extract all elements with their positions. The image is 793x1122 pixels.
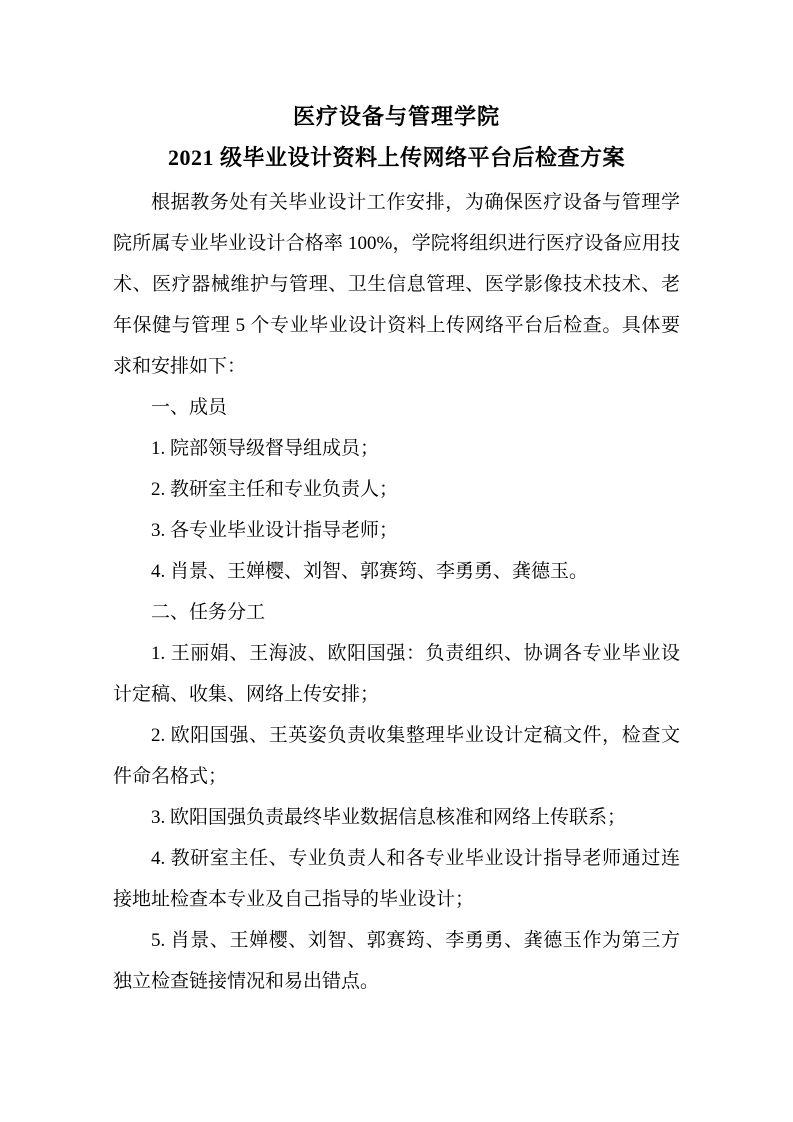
paragraph-intro: 根据教务处有关毕业设计工作安排，为确保医疗设备与管理学院所属专业毕业设计合格率 100%，学院将组织进行医疗设备应用技术、医疗器械维护与管理、卫生信息管理、医学影像技术技术、老年保健与管理 5 个专业毕业设计资料上传网络平台后检查。具体要求和安排如下： [113,192,680,377]
member-item-1: 1. 院部领导级督导组成员； [151,438,380,459]
task-item-4: 4. 教研室主任、专业负责人和各专业毕业设计指导老师通过连接地址检查本专业及自己指导的毕业设计； [113,848,680,910]
document-subtitle: 2021 级毕业设计资料上传网络平台后检查方案 [167,145,625,170]
task-item-2: 2. 欧阳国强、王英姿负责收集整理毕业设计定稿文件，检查文件命名格式； [113,725,680,787]
task-item-5: 5. 肖景、王婵樱、刘智、郭赛筠、李勇勇、龚德玉作为第三方独立检查链接情况和易出错点。 [113,930,680,992]
task-item-3: 3. 欧阳国强负责最终毕业数据信息核准和网络上传联系； [151,807,627,828]
member-item-2: 2. 教研室主任和专业负责人； [151,479,399,500]
document-title: 医疗设备与管理学院 [292,104,500,129]
task-item-1: 1. 王丽娟、王海波、欧阳国强：负责组织、协调各专业毕业设计定稿、收集、网络上传安排； [113,643,680,705]
section-heading-members: 一、成员 [151,397,228,418]
document-body [113,182,680,1002]
member-item-4: 4. 肖景、王婵樱、刘智、郭赛筠、李勇勇、龚德玉。 [151,561,589,582]
member-item-3: 3. 各专业毕业设计指导老师； [151,520,399,541]
section-heading-tasks: 二、任务分工 [151,602,266,623]
